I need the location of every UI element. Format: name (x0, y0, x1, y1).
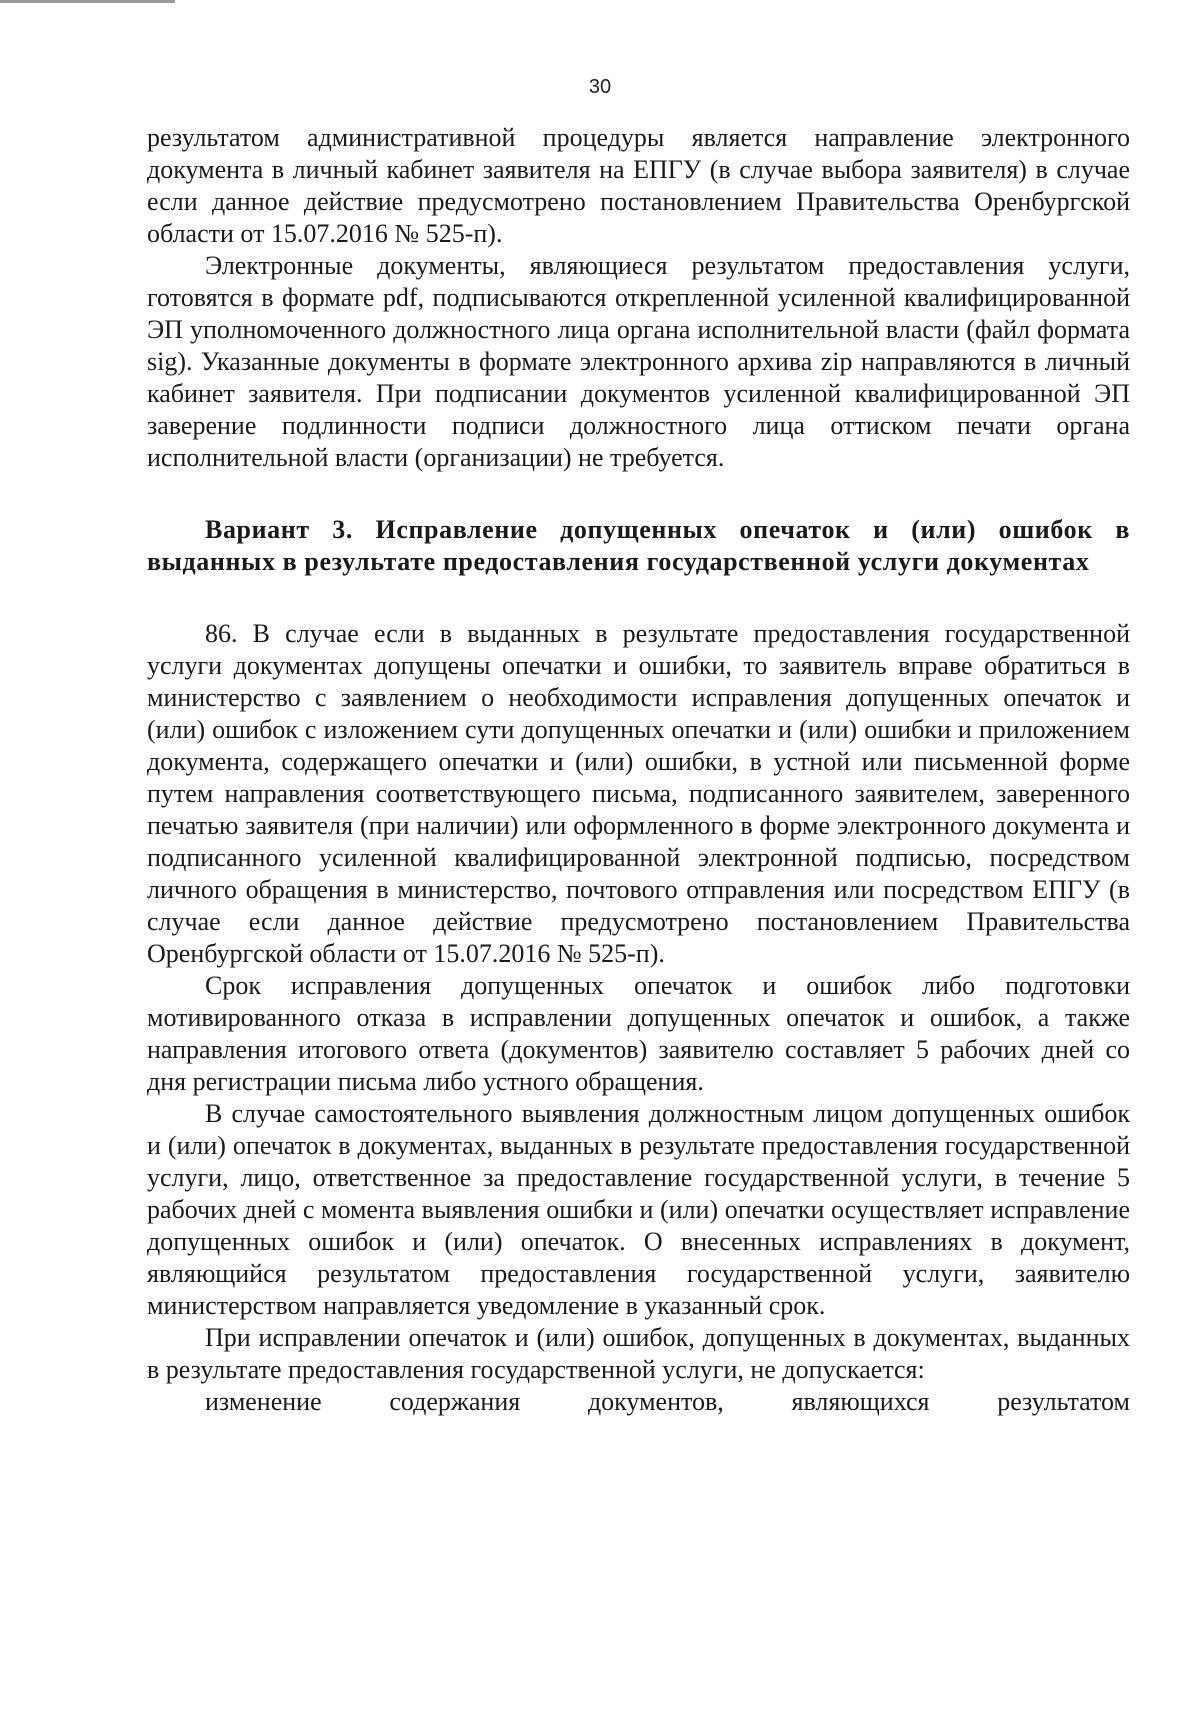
paragraph-electronic-documents: Электронные документы, являющиеся результатом предоставления услуги, готовятся в формате pdf, подписываются открепленной усиленной квалифицированной ЭП уполномоченного должностного лица органа исполнительной власти (файл формата sig). Указанные документы в формате электронного архива zip направляются в личный кабинет заявителя. При подписании документов усиленной квалифицированной ЭП заверение подлинности подписи должностного лица оттиском печати органа исполнительной власти (организации) не требуется. (147, 251, 1130, 472)
paragraph-content-change: изменение содержания документов, являющихся результатом (205, 1387, 1130, 1416)
scan-edge-mark (0, 0, 175, 3)
paragraph-correction-deadline: Срок исправления допущенных опечаток и ошибок либо подготовки мотивированного отказа в исправлении допущенных опечаток и ошибок, а также направления итогового ответа (документов) заявителю составляет 5 рабочих дней со дня регистрации письма либо устного обращения. (147, 971, 1130, 1096)
paragraph-not-allowed: При исправлении опечаток и (или) ошибок, допущенных в документах, выданных в результате предоставления государственной услуги, не допускается: (147, 1323, 1130, 1384)
paragraph-result-continuation: результатом административной процедуры является направление электронного документа в личный кабинет заявителя на ЕПГУ (в случае выбора заявителя) в случае если данное действие предусмотрено постановлением Правительства Оренбургской области от 15.07.2016 № 525-п). (147, 123, 1130, 248)
document-body (147, 122, 1130, 1418)
paragraph-self-detection: В случае самостоятельного выявления должностным лицом допущенных ошибок и (или) опечаток в документах, выданных в результате предоставления государственной услуги, лицо, ответственное за предоставление государственной услуги, в течение 5 рабочих дней с момента выявления ошибки и (или) опечатки осуществляет исправление допущенных ошибок и (или) опечаток. О внесенных исправлениях в документ, являющийся результатом предоставления государственной услуги, заявителю министерством направляется уведомление в указанный срок. (147, 1099, 1130, 1320)
section-heading-variant-3: Вариант 3. Исправление допущенных опечаток и (или) ошибок в выданных в результате предоставления государственной услуги документах (147, 515, 1130, 576)
paragraph-86: 86. В случае если в выданных в результате предоставления государственной услуги документах допущены опечатки и ошибки, то заявитель вправе обратиться в министерство с заявлением о необходимости исправления допущенных опечаток и (или) ошибок с изложением сути допущенных опечатки и (или) ошибки и приложением документа, содержащего опечатки и (или) ошибки, в устной или письменной форме путем направления соответствующего письма, подписанного заявителем, заверенного печатью заявителя (при наличии) или оформленного в форме электронного документа и подписанного усиленной квалифицированной электронной подписью, посредством личного обращения в министерство, почтового отправления или посредством ЕПГУ (в случае если данное действие предусмотрено постановлением Правительства Оренбургской области от 15.07.2016 № 525-п). (147, 619, 1130, 968)
page-number: 30 (588, 76, 612, 98)
